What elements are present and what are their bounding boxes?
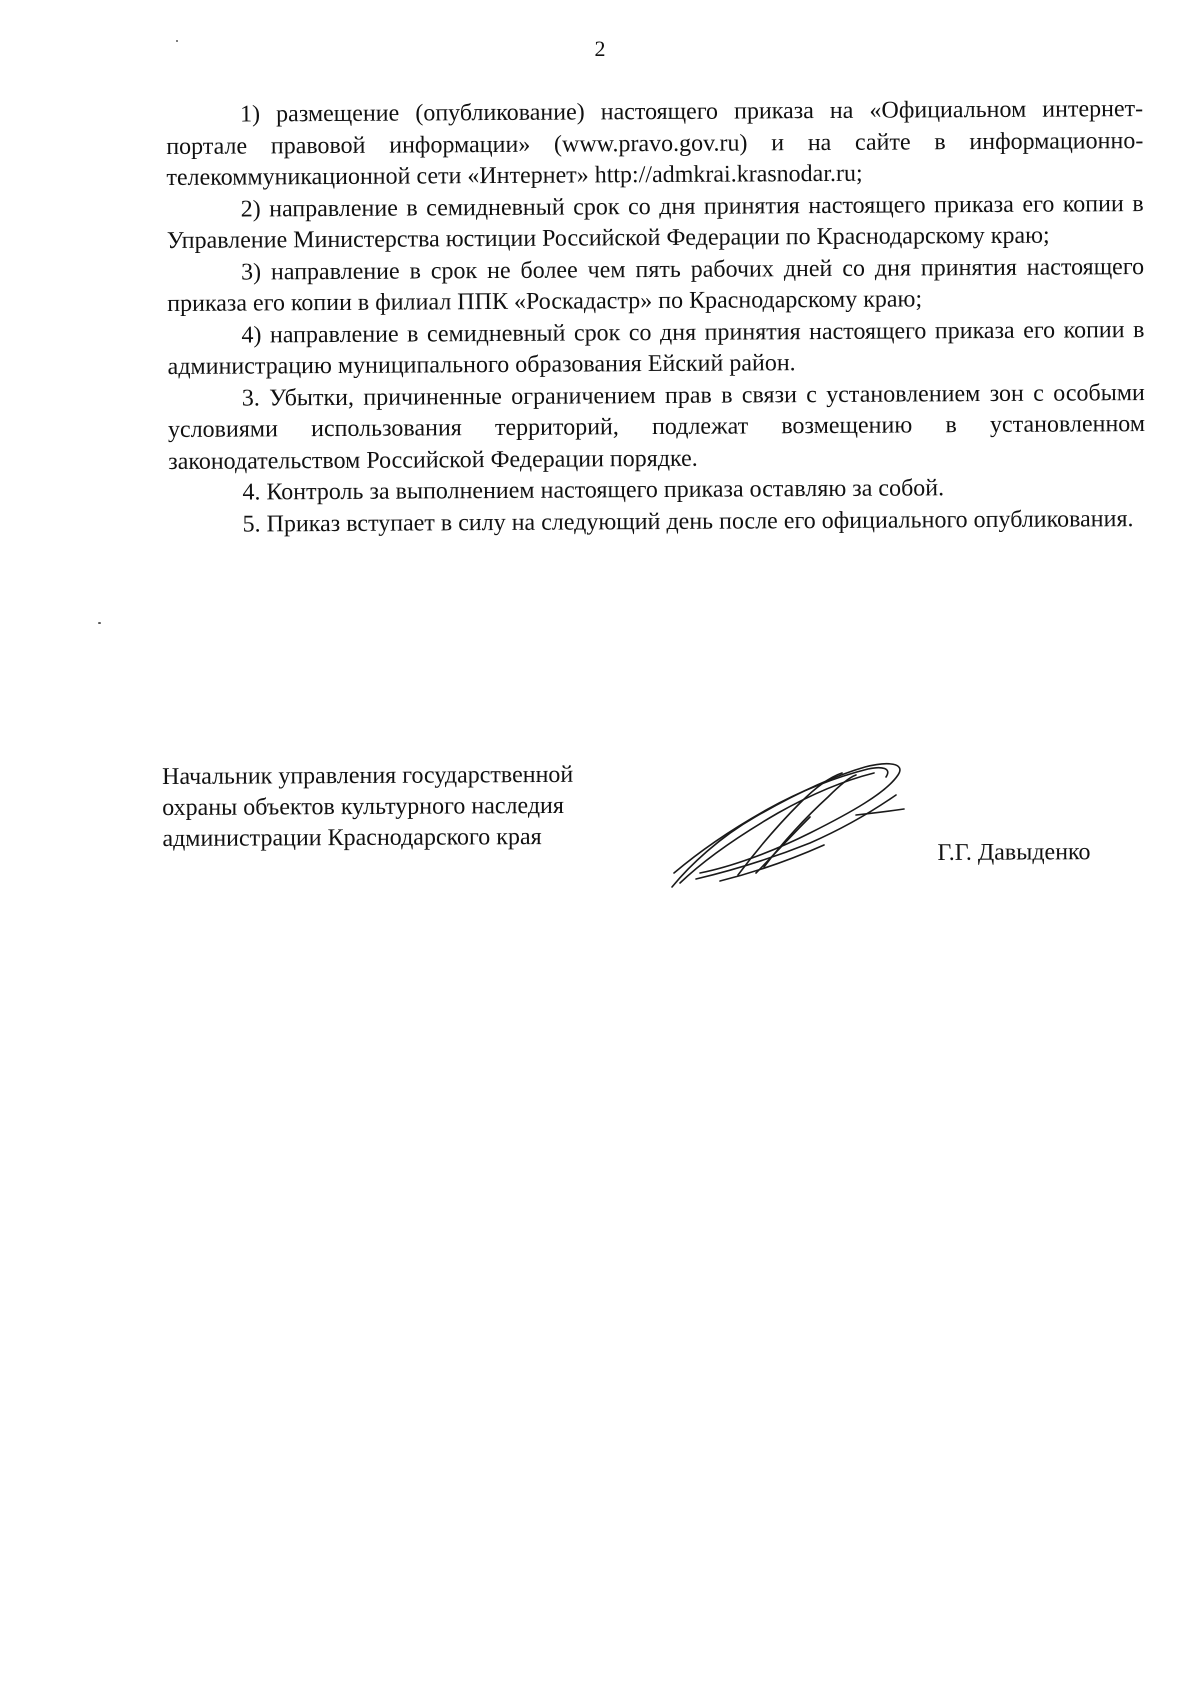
paragraph-item-4: 4) направление в семидневный срок со дня принятия настоящего приказа его копии в администрацию муниципального образования Ейский район. — [167, 316, 1145, 380]
signature-block — [162, 757, 1153, 922]
paragraph-item-1: 1) размещение (опубликование) настоящего приказа на «Официальном интернет-портале правовой информации» (www.pravo.gov.ru) и на сайте в информационно-телекоммуникационной сети «Интернет» http://admkrai.krasnodar.ru; — [166, 96, 1144, 191]
paragraph-item-3: 3) направление в срок не более чем пять рабочих дней со дня принятия настоящего приказа его копии в филиал ППК «Роскадастр» по Краснодарскому краю; — [167, 253, 1145, 317]
signer-name: Г.Г. Давыденко — [937, 839, 1091, 866]
page-number: 2 — [594, 36, 606, 61]
paragraph-clause-5: 5. Приказ вступает в силу на следующий день после его официального опубликования. — [242, 505, 1134, 538]
handwritten-signature — [660, 755, 910, 895]
signer-position-line: охраны объектов культурного наследия — [162, 792, 564, 821]
signer-position-line: Начальник управления государственной — [162, 761, 574, 790]
paragraph-clause-4: 4. Контроль за выполнением настоящего приказа оставляю за собой. — [242, 475, 945, 506]
signer-position — [162, 759, 662, 855]
paragraph-item-2: 2) направление в семидневный срок со дня принятия настоящего приказа его копии в Управление Министерства юстиции Российской Федерации по Краснодарскому краю; — [166, 190, 1144, 254]
scan-speck — [176, 40, 178, 42]
paragraph-clause-3: 3. Убытки, причиненные ограничением прав в связи с установлением зон с особыми условиями использования территорий, подлежат возмещению в установленном законодательством Российской Федерации порядке. — [167, 379, 1146, 475]
scan-speck — [98, 622, 101, 624]
document-body — [166, 94, 1146, 541]
signer-position-line: администрации Краснодарского края — [162, 824, 542, 852]
